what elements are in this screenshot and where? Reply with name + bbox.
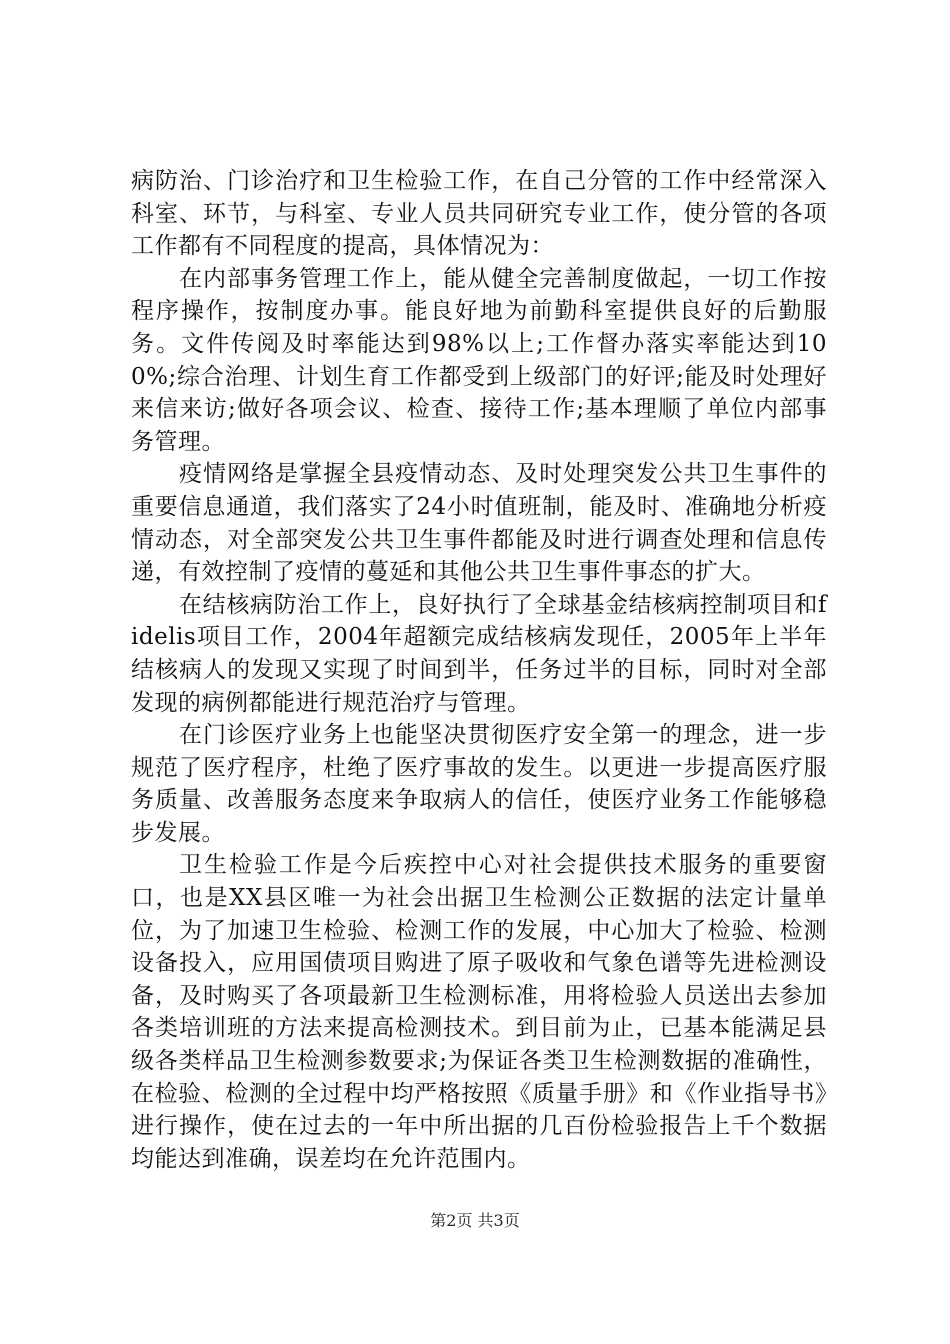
paragraph-tuberculosis: 在结核病防治工作上，良好执行了全球基金结核病控制项目和fidelis项目工作，2004年超额完成结核病发现任，2005年上半年结核病人的发现又实现了时间到半，任务过半的目标，同时对全部发现的病例都能进行规范治疗与管理。 [131,591,827,716]
paragraph-health-inspection: 卫生检验工作是今后疾控中心对社会提供技术服务的重要窗口，也是XX县区唯一为社会出据卫生检测公正数据的法定计量单位，为了加速卫生检验、检测工作的发展，中心加大了检验、检测设备投入，应用国债项目购进了原子吸收和气象色谱等先进检测设备，及时购买了各项最新卫生检测标准，用将检验人员送出去参加各类培训班的方法来提高检测技术。到目前为止，已基本能满足县级各类样品卫生检测参数要求;为保证各类卫生检测数据的准确性，在检验、检测的全过程中均严格按照《质量手册》和《作业指导书》进行操作，使在过去的一年中所出据的几百份检验报告上千个数据均能达到准确，误差均在允许范围内。 [131,852,827,1172]
paragraph-internal-affairs: 在内部事务管理工作上，能从健全完善制度做起，一切工作按程序操作，按制度办事。能良好地为前勤科室提供良好的后勤服务。文件传阅及时率能达到98%以上;工作督办落实率能达到100%;综合治理、计划生育工作都受到上级部门的好评;能及时处理好来信来访;做好各项会议、检查、接待工作;基本理顺了单位内部事务管理。 [131,265,827,455]
paragraph-continuation: 病防治、门诊治疗和卫生检验工作，在自己分管的工作中经常深入科室、环节，与科室、专业人员共同研究专业工作，使分管的各项工作都有不同程度的提高，具体情况为： [131,168,827,260]
page-number-footer: 第2页 共3页 [430,1211,520,1230]
paragraph-outpatient: 在门诊医疗业务上也能坚决贯彻医疗安全第一的理念，进一步规范了医疗程序，杜绝了医疗事故的发生。以更进一步提高医疗服务质量、改善服务态度来争取病人的信任，使医疗业务工作能够稳步发展。 [131,722,827,846]
paragraph-epidemic-network: 疫情网络是掌握全县疫情动态、及时处理突发公共卫生事件的重要信息通道，我们落实了24小时值班制，能及时、准确地分析疫情动态，对全部突发公共卫生事件都能及时进行调查处理和信息传递，有效控制了疫情的蔓延和其他公共卫生事件事态的扩大。 [131,461,827,586]
document-body [131,165,827,1175]
